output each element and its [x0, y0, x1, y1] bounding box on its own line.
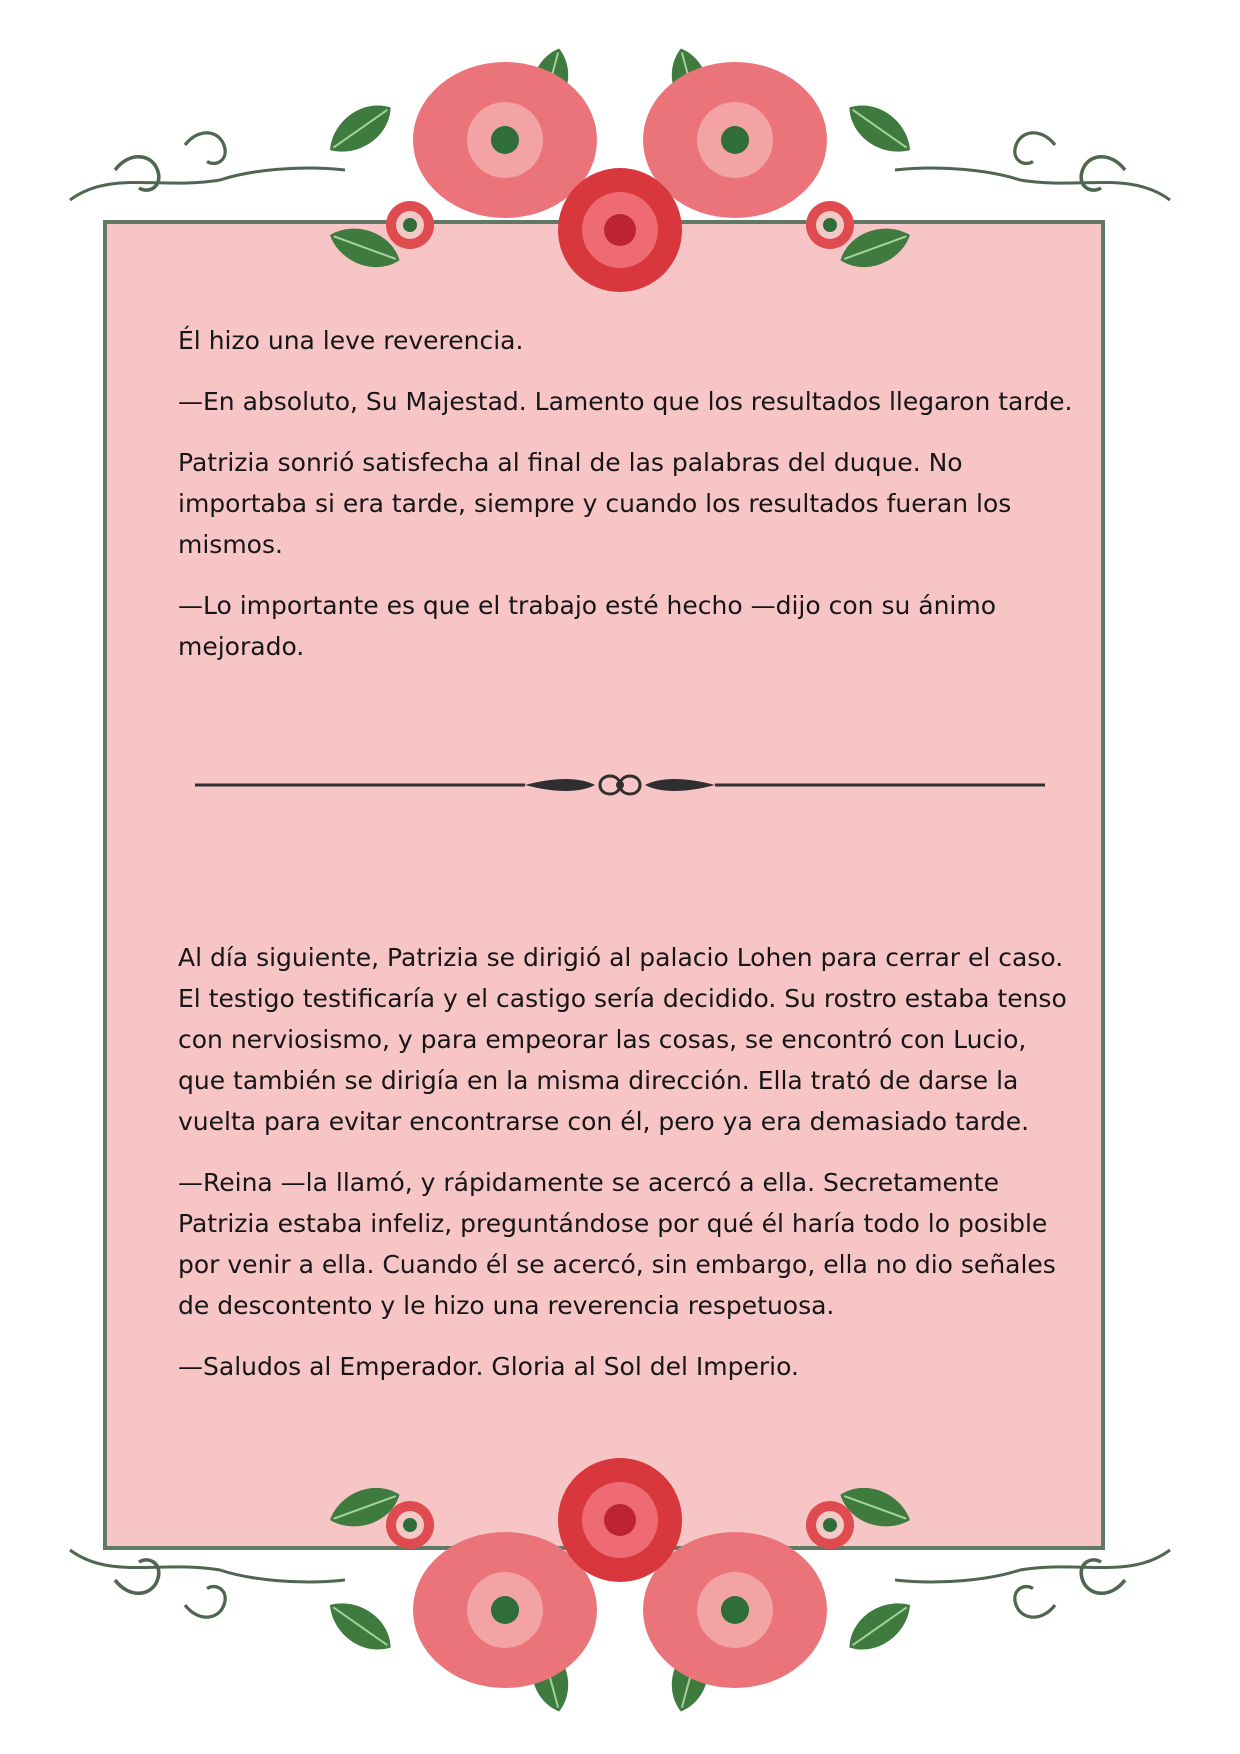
- section-two-text: [178, 937, 1078, 1407]
- section-one-text: [178, 320, 1078, 687]
- paragraph: Él hizo una leve reverencia.: [178, 326, 524, 355]
- paragraph: —Reina —la llamó, y rápidamente se acercó a ella. Secretamente Patrizia estaba infeliz, preguntándose por qué él haría todo lo posible por venir a ella. Cuando él se acercó, sin embargo, ella no dio señales de descontento y le hizo una reverencia respetuosa.: [178, 1168, 1056, 1320]
- paragraph: —En absoluto, Su Majestad. Lamento que los resultados llegaron tarde.: [178, 387, 1073, 416]
- paragraph: —Saludos al Emperador. Gloria al Sol del Imperio.: [178, 1352, 799, 1381]
- paragraph: Al día siguiente, Patrizia se dirigió al palacio Lohen para cerrar el caso. El testigo testificaría y el castigo sería decidido. Su rostro estaba tenso con nerviosismo, y para empeorar las cosas, se encontró con Lucio, que también se dirigía en la misma dirección. Ella trató de darse la vuelta para evitar encontrarse con él, pero ya era demasiado tarde.: [178, 943, 1067, 1136]
- paragraph: —Lo importante es que el trabajo esté hecho —dijo con su ánimo mejorado.: [178, 591, 997, 661]
- paragraph: Patrizia sonrió satisfecha al final de las palabras del duque. No importaba si era tarde, siempre y cuando los resultados fueran los mismos.: [178, 448, 1012, 559]
- flourish-divider-icon: [195, 765, 1045, 805]
